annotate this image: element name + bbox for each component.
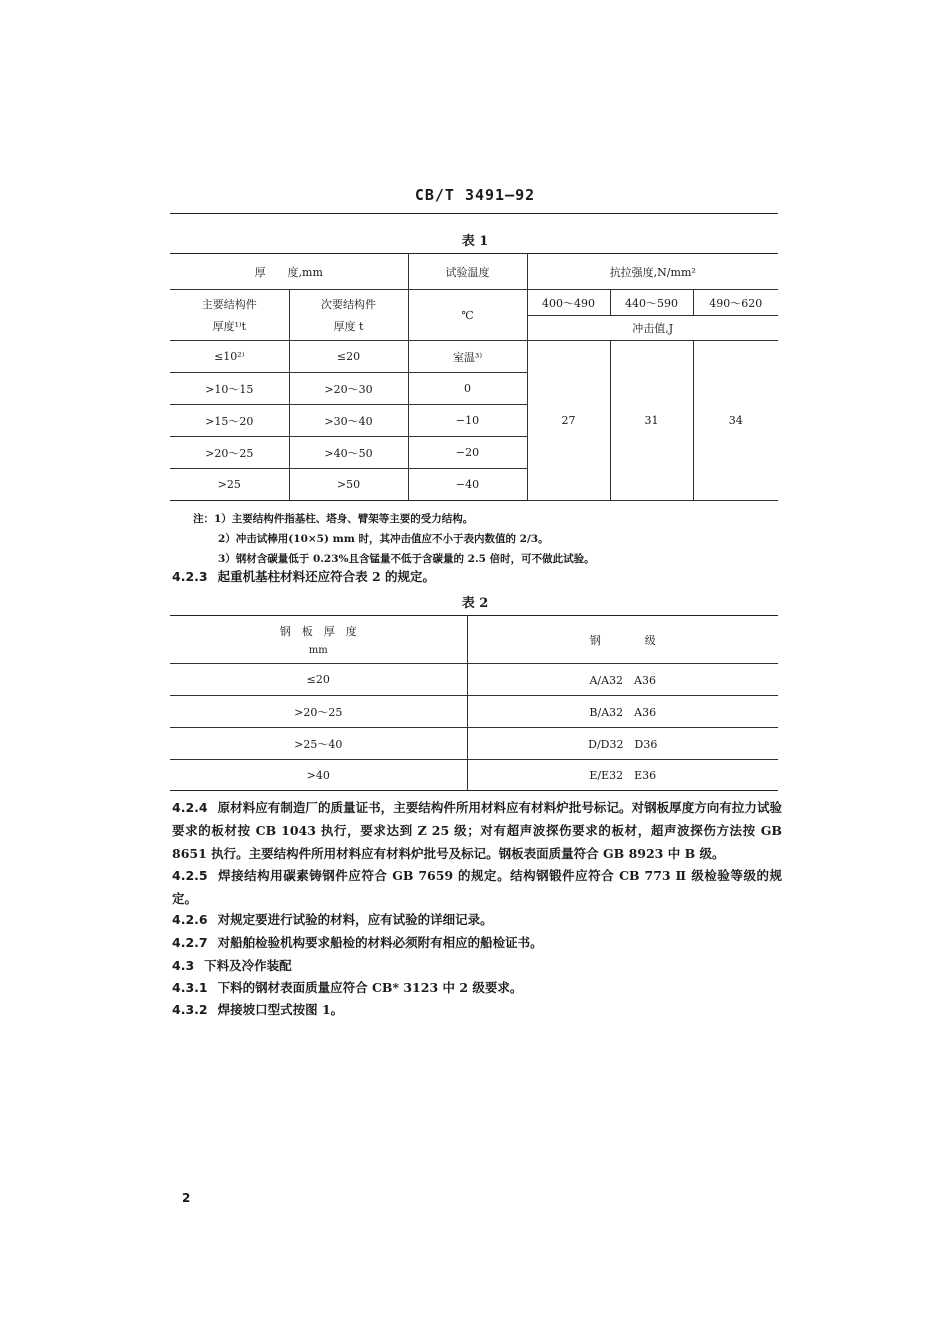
clause-number: 4.2.4 (172, 800, 208, 815)
clause-number: 4.2.5 (172, 868, 208, 883)
clause-text: 对规定要进行试验的材料，应有试验的详细记录。 (217, 912, 493, 927)
clause-4-3 (172, 955, 782, 977)
table1-header-range1: 400～490 (527, 290, 610, 316)
table-row-sub: >20～30 (289, 373, 408, 405)
clause-number: 4.3.1 (172, 980, 208, 995)
table-row-grade: B/A32 A36 (467, 696, 778, 728)
table2-caption: 表 2 (461, 596, 489, 611)
table1-header-sub-line2: 厚度 t (333, 320, 364, 333)
note-3: 3）钢材含碳量低于 0.23%且含锰量不低于含碳量的 2.5 倍时，可不做此试验。 (218, 553, 595, 565)
clause-4-3-1 (172, 977, 782, 999)
table-row-grade: E/E32 E36 (467, 760, 778, 791)
table2-header-thickness-label: 钢 板 厚 度 (279, 625, 357, 638)
clause-number: 4.2.7 (172, 935, 208, 950)
table1 (170, 253, 778, 501)
table1-header-range2: 440～590 (610, 290, 693, 316)
table1-header-main-line2: 厚度¹⁾t (212, 320, 247, 333)
table1-header-impact: 冲击值,J (527, 316, 778, 341)
table1-header-main (170, 290, 289, 341)
clause-text: 起重机基柱材料还应符合表 2 的规定。 (217, 569, 435, 584)
table-row-temp: 0 (408, 373, 527, 405)
header-rule (170, 213, 778, 214)
table1-impact-2: 31 (610, 341, 693, 501)
table1-caption: 表 1 (461, 234, 489, 249)
table1-header-thickness: 厚 度,mm (170, 254, 408, 290)
table1-notes (193, 509, 595, 569)
table1-header-range3: 490～620 (693, 290, 778, 316)
table-row-temp: −40 (408, 469, 527, 501)
table2-header-unit: mm (308, 645, 328, 656)
clause-text: 原材料应有制造厂的质量证书，主要结构件所用材料应有材料炉批号标记。对钢板厚度方向有拉力试验要求的板材按 CB 1043 执行，要求达到 Z 25 级；对有超声波探伤要求的板材，超声波探伤方法按 GB 8651 执行。主要结构件所用材料应有材料炉批号及标记。钢板表面质量符合 GB 8923 中 B 级。 (172, 800, 782, 861)
table-row-main: >20～25 (170, 437, 289, 469)
table1-impact-1: 27 (527, 341, 610, 501)
clause-text: 下料的钢材表面质量应符合 CB* 3123 中 2 级要求。 (217, 980, 523, 995)
clause-4-2-7 (172, 932, 782, 954)
table1-header-temp: 试验温度 (408, 254, 527, 290)
table-row-thickness: >20～25 (170, 696, 467, 728)
table-row-main: ≤10²⁾ (170, 341, 289, 373)
table-row-sub: >30～40 (289, 405, 408, 437)
table-row-grade: A/A32 A36 (467, 664, 778, 696)
table-row-sub: >40～50 (289, 437, 408, 469)
table1-impact-3: 34 (693, 341, 778, 501)
clause-4-2-4 (172, 796, 782, 865)
clause-4-2-6 (172, 909, 782, 931)
note-1: 注：1）主要结构件指基柱、塔身、臂架等主要的受力结构。 (193, 513, 474, 525)
table-row-main: >15～20 (170, 405, 289, 437)
clause-number: 4.2.6 (172, 912, 208, 927)
table1-header-main-line1: 主要结构件 (201, 298, 257, 311)
table1-header-tensile: 抗拉强度,N/mm² (527, 254, 778, 290)
page-number: 2 (182, 1191, 191, 1205)
clause-number: 4.2.3 (172, 569, 208, 584)
note-2: 2）冲击试棒用(10×5) mm 时，其冲击值应不小于表内数值的 2/3。 (218, 533, 549, 545)
standard-code: CB/T 3491—92 (414, 186, 536, 204)
table-row-sub: >50 (289, 469, 408, 501)
table1-header-sub (289, 290, 408, 341)
table-row-temp: 室温³⁾ (408, 341, 527, 373)
table-row-thickness: ≤20 (170, 664, 467, 696)
table2-header-thickness (170, 616, 467, 664)
table1-header-unit: ℃ (408, 290, 527, 341)
clause-number: 4.3.2 (172, 1002, 208, 1017)
table2-header-grade: 钢 级 (467, 616, 778, 664)
table-row-sub: ≤20 (289, 341, 408, 373)
clause-4-2-3 (172, 566, 782, 588)
table-row-thickness: >40 (170, 760, 467, 791)
table-row-temp: −10 (408, 405, 527, 437)
clause-text: 焊接坡口型式按图 1。 (217, 1002, 344, 1017)
clause-text: 焊接结构用碳素铸钢件应符合 GB 7659 的规定。结构钢锻件应符合 CB 773 Ⅱ 级检验等级的规定。 (172, 868, 782, 906)
clause-text: 对船舶检验机构要求船检的材料必须附有相应的船检证书。 (217, 935, 543, 950)
table2 (170, 615, 778, 791)
table-row-temp: −20 (408, 437, 527, 469)
clause-4-2-5 (172, 864, 782, 910)
table-row-main: >25 (170, 469, 289, 501)
clause-number: 4.3 (172, 958, 195, 973)
table-row-grade: D/D32 D36 (467, 728, 778, 760)
clause-4-3-2 (172, 999, 782, 1021)
table1-header-sub-line1: 次要结构件 (321, 298, 376, 311)
table-row-main: >10～15 (170, 373, 289, 405)
table-row-thickness: >25～40 (170, 728, 467, 760)
clause-text: 下料及冷作装配 (204, 958, 292, 973)
